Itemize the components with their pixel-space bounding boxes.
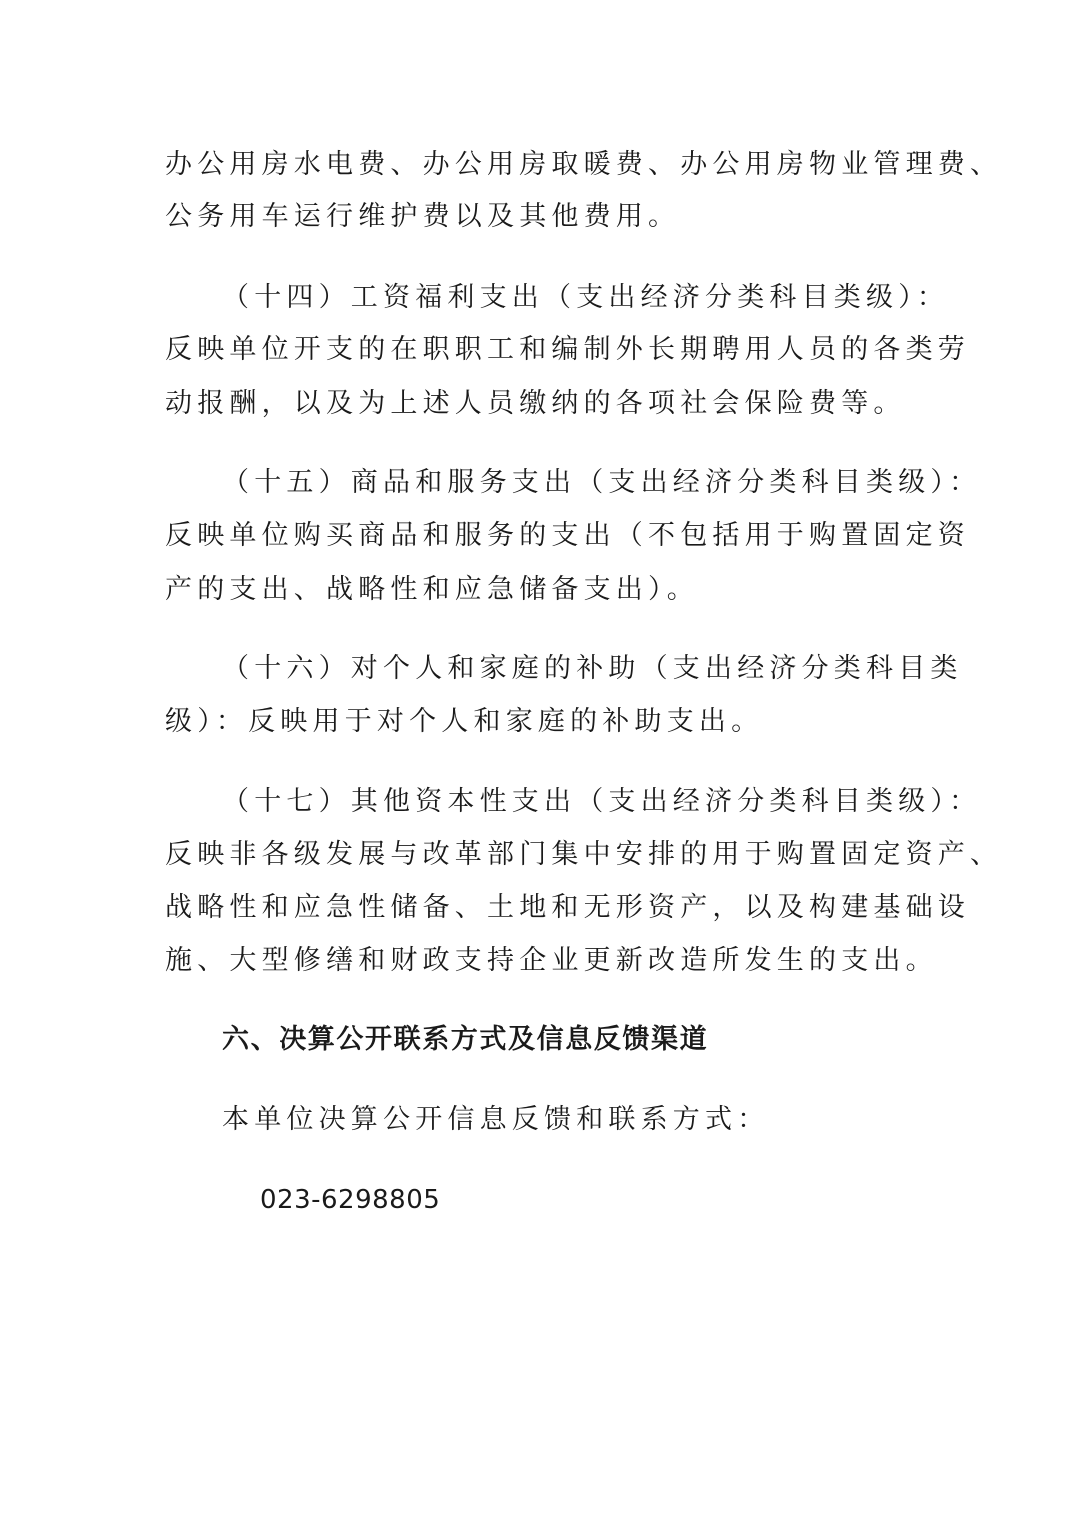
paragraph-line: 施、大型修缮和财政支持企业更新改造所发生的支出。 <box>165 945 938 976</box>
section-17-title: （十七）其他资本性支出（支出经济分类科目类级）： <box>222 786 982 817</box>
paragraph-line: 战略性和应急性储备、土地和无形资产，以及构建基础设 <box>165 892 970 923</box>
contact-phone: 023-6298805 <box>260 1185 441 1215</box>
paragraph-line: 产的支出、战略性和应急储备支出）。 <box>165 574 699 605</box>
paragraph-line: 反映单位购买商品和服务的支出（不包括用于购置固定资 <box>165 520 970 551</box>
section-14-title: （十四）工资福利支出（支出经济分类科目类级）： <box>222 282 950 313</box>
section-15-title: （十五）商品和服务支出（支出经济分类科目类级）： <box>222 467 982 498</box>
paragraph-line: 级）：反映用于对个人和家庭的补助支出。 <box>165 706 764 737</box>
paragraph-line: 反映单位开支的在职职工和编制外长期聘用人员的各类劳 <box>165 334 970 365</box>
paragraph-line: 办公用房水电费、办公用房取暖费、办公用房物业管理费、 <box>165 149 1003 180</box>
contact-intro: 本单位决算公开信息反馈和联系方式： <box>222 1104 770 1135</box>
paragraph-line: 动报酬，以及为上述人员缴纳的各项社会保险费等。 <box>165 388 906 419</box>
paragraph-line: 反映非各级发展与改革部门集中安排的用于购置固定资产、 <box>165 839 1003 870</box>
section-6-heading: 六、决算公开联系方式及信息反馈渠道 <box>222 1024 709 1055</box>
paragraph-line: 公务用车运行维护费以及其他费用。 <box>165 201 681 232</box>
section-16-title: （十六）对个人和家庭的补助（支出经济分类科目类 <box>222 653 963 684</box>
